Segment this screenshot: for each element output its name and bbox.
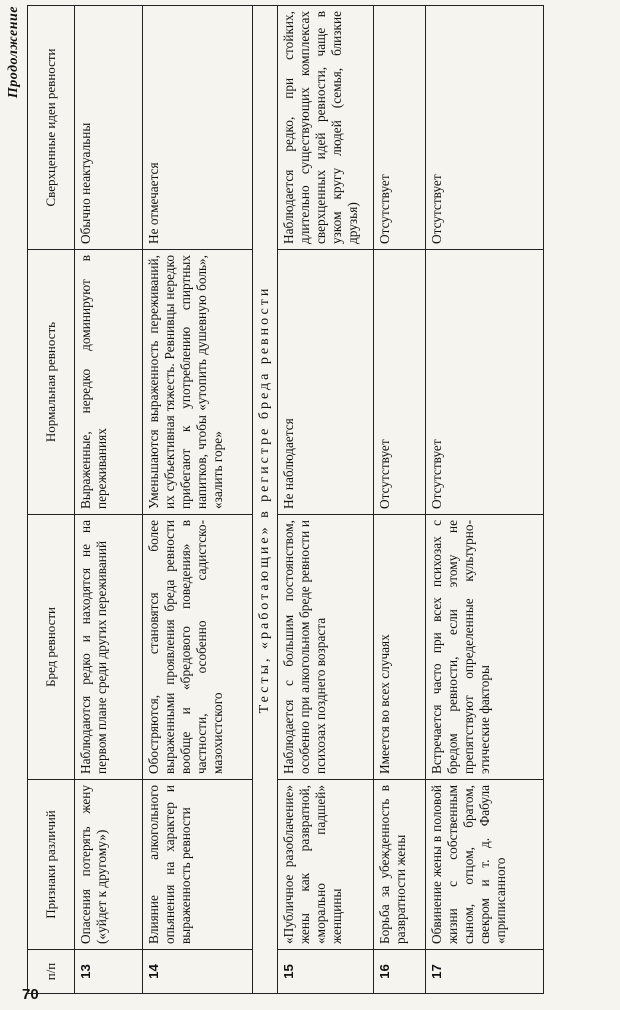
overvalued-cell: Не отмечается: [143, 6, 253, 250]
header-row: [28, 6, 75, 994]
section-title: Тесты, «работающие» в регистре бреда ревности: [253, 6, 278, 994]
table-row: [426, 6, 544, 994]
feature-cell: Обвинение жены в половой жизни с собственным сыном, отцом, братом, свекром и т. д. Фабула «приписанного: [426, 780, 544, 950]
comparison-table: [27, 5, 544, 994]
header-overvalued: Сверхценные идеи ревности: [28, 6, 75, 250]
table-row: [374, 6, 426, 994]
row-number: 17: [426, 950, 544, 994]
normal-cell: Не наблюдается: [278, 250, 374, 515]
delusion-cell: Наблюдается с большим постоянством, особенно при алкогольном бреде ревности и психозах позднего возраста: [278, 515, 374, 780]
feature-cell: Борьба за убежденность в развратности жены: [374, 780, 426, 950]
delusion-cell: Обостряются, становятся более выраженными проявления бреда ревности вообще и «бредового поведения» в частности, особенно садистско-мазохистского: [143, 515, 253, 780]
row-number: 15: [278, 950, 374, 994]
continuation-caption: Продолжение: [6, 6, 21, 99]
feature-cell: Влияние алкогольного опьянения на характер и выраженность ревности: [143, 780, 253, 950]
overvalued-cell: Наблюдается редко, при стойких, длительно существующих комплексах сверхценных идей ревности, чаще в узком кругу людей (семья, близкие друзья): [278, 6, 374, 250]
normal-cell: Выраженные, нередко доминируют в переживаниях: [75, 250, 143, 515]
delusion-cell: Встречается часто при всех психозах с бредом ревности, если этому не препятствуют определенные культурно-этические факторы: [426, 515, 544, 780]
delusion-cell: Наблюдаются редко и находятся не на первом плане среди других переживаний: [75, 515, 143, 780]
header-normal: Нормальная ревность: [28, 250, 75, 515]
row-number: 14: [143, 950, 253, 994]
row-number: 16: [374, 950, 426, 994]
table-row: [75, 6, 143, 994]
header-feature: Признаки различий: [28, 780, 75, 950]
feature-cell: «Публичное разоблачение» жены как развратной, «морально падшей» женщины: [278, 780, 374, 950]
delusion-cell: Имеется во всех случаях: [374, 515, 426, 780]
normal-cell: Отсутствует: [426, 250, 544, 515]
header-delusion: Бред ревности: [28, 515, 75, 780]
section-row: [253, 6, 278, 994]
table-row: [143, 6, 253, 994]
feature-cell: Опасения потерять жену («уйдет к другому»): [75, 780, 143, 950]
row-number: 13: [75, 950, 143, 994]
overvalued-cell: Отсутствует: [426, 6, 544, 250]
normal-cell: Отсутствует: [374, 250, 426, 515]
page-number: 70: [22, 986, 39, 1003]
table-row: [278, 6, 374, 994]
overvalued-cell: Отсутствует: [374, 6, 426, 250]
normal-cell: Уменьшаются выраженность переживаний, их субъективная тяжесть. Ревнивцы нередко прибегают к употреблению спиртных напитков, чтобы «утопить душевную боль», «залить горе»: [143, 250, 253, 515]
header-num: п/п: [28, 950, 75, 994]
overvalued-cell: Обычно неактуальны: [75, 6, 143, 250]
